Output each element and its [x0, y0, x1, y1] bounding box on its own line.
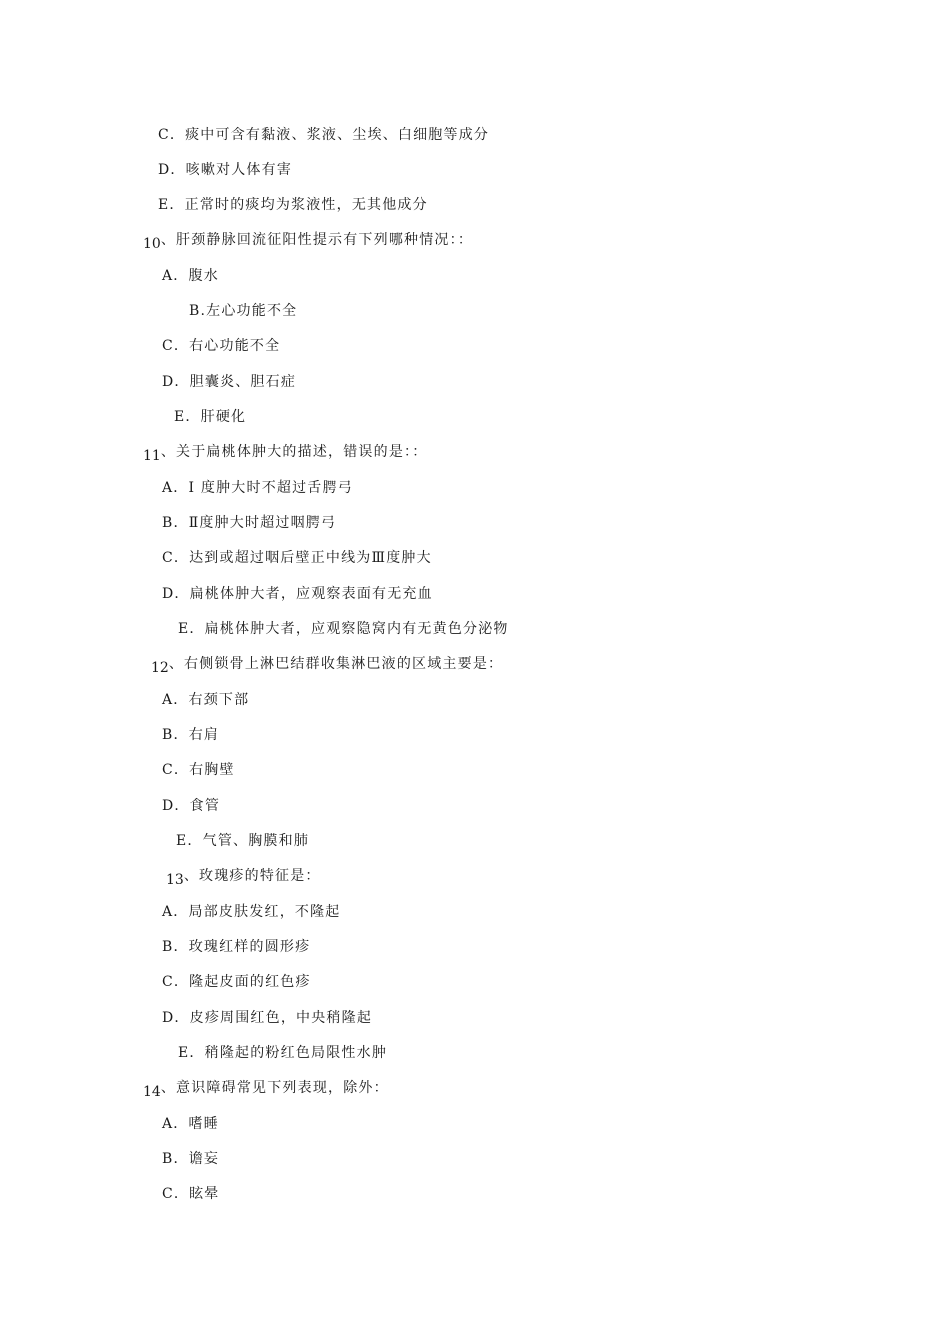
option-line: A．嗜睡: [162, 1116, 219, 1132]
question-number: 13: [166, 872, 184, 888]
option-line: A．I 度肿大时不超过舌腭弓: [162, 480, 353, 496]
option-line: A．局部皮肤发红，不隆起: [162, 904, 341, 920]
question-text: 、肝颈静脉回流征阳性提示有下列哪种情况：：: [160, 232, 474, 248]
option-line: E．气管、胸膜和肺: [176, 833, 310, 849]
option-line: E．稍隆起的粉红色局限性水肿: [178, 1045, 388, 1061]
option-line: C．右胸壁: [162, 762, 235, 778]
option-line: D．皮疹周围红色，中央稍隆起: [162, 1010, 373, 1026]
option-line: D．胆囊炎、胆石症: [162, 374, 297, 390]
option-line: C．痰中可含有黏液、浆液、尘埃、白细胞等成分: [158, 127, 490, 143]
question-number: 12: [151, 660, 169, 676]
question-text: 、关于扁桃体肿大的描述，错误的是：：: [160, 444, 428, 460]
question-line: [143, 231, 474, 252]
question-number: 11: [143, 448, 161, 464]
question-line: [166, 867, 321, 888]
option-line: B．Ⅱ度肿大时超过咽腭弓: [162, 515, 337, 531]
option-line: D．扁桃体肿大者，应观察表面有无充血: [162, 586, 433, 602]
question-text: 、右侧锁骨上淋巴结群收集淋巴液的区域主要是：: [168, 656, 504, 672]
option-line: D．食管: [162, 798, 221, 814]
question-line: [143, 443, 428, 464]
option-line: B．玫瑰红样的圆形疹: [162, 939, 311, 955]
question-text: 、意识障碍常见下列表现，除外：: [160, 1080, 389, 1096]
question-number: 10: [143, 236, 161, 252]
option-line: D．咳嗽对人体有害: [158, 162, 293, 178]
option-line: B．谵妄: [162, 1151, 220, 1167]
option-line: A．右颈下部: [162, 692, 250, 708]
option-line: C．眩晕: [162, 1186, 220, 1202]
option-line: E．扁桃体肿大者，应观察隐窝内有无黄色分泌物: [178, 621, 509, 637]
option-line: E．正常时的痰均为浆液性，无其他成分: [158, 197, 428, 213]
option-line: C．隆起皮面的红色疹: [162, 974, 311, 990]
option-line: B.左心功能不全: [189, 303, 298, 319]
option-line: C．达到或超过咽后壁正中线为Ⅲ度肿大: [162, 550, 432, 566]
option-line: C．右心功能不全: [162, 338, 281, 354]
option-line: A．腹水: [162, 268, 219, 284]
question-line: [151, 655, 504, 676]
option-line: E．肝硬化: [174, 409, 247, 425]
option-line: B．右肩: [162, 727, 220, 743]
question-line: [143, 1079, 389, 1100]
question-text: 、玫瑰疹的特征是：: [183, 868, 321, 884]
question-number: 14: [143, 1084, 161, 1100]
